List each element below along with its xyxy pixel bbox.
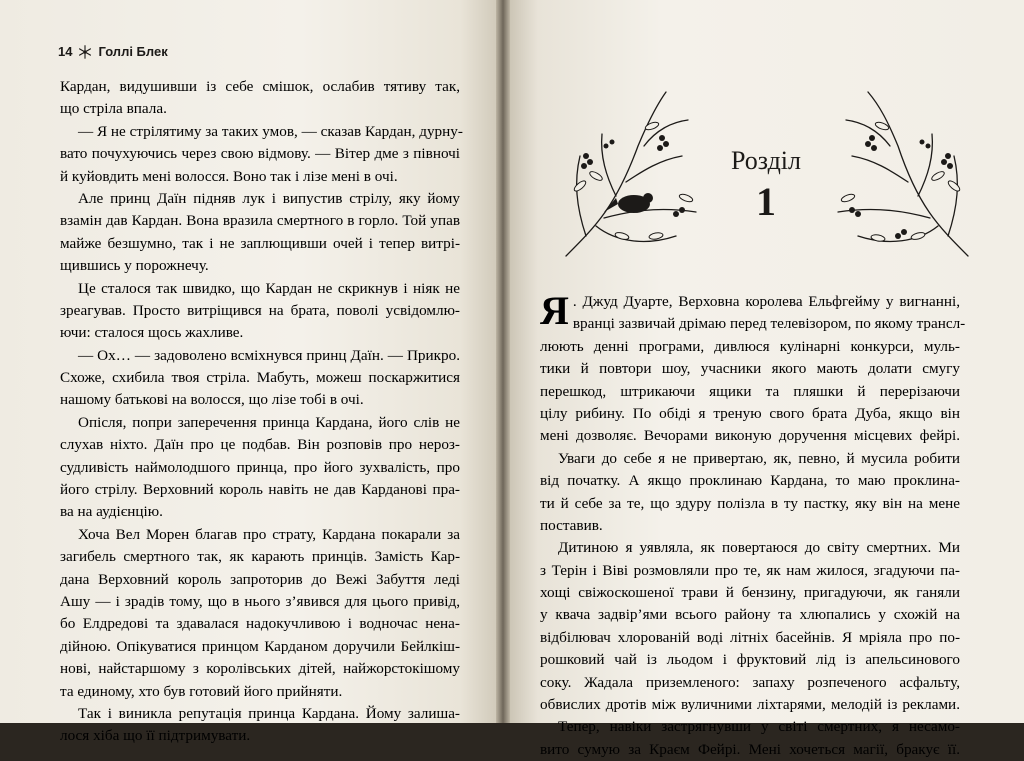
text-line: Дитиною я уявляла, як повертаюся до світу смертних. Ми	[558, 539, 960, 557]
drop-cap: Я	[540, 288, 569, 333]
text-line: Так і виникла репутація принца Кардана. Йому залиша-	[78, 704, 460, 722]
text-line: судливість наймолодшого принца, про його зухвалість, про	[60, 458, 460, 476]
text-line: слухав ніхто. Даїн про це подбав. Він розповів про нероз-	[60, 436, 460, 454]
text-line: майже безшумно, так і не заплющивши очей і тепер витрі-	[60, 234, 460, 252]
text-line: Це сталося так швидко, що Кардан не скрикнув і ніяк не	[78, 279, 460, 297]
text-line: що стріла впала.	[60, 100, 167, 118]
text-line: з Терін і Віві розмовляли про те, як нам жилося, згадуючи па-	[540, 561, 960, 579]
text-line: рошковий чай із льодом і фруктовий лід із апельсинового	[540, 651, 960, 669]
text-line: у квача задвір’ями всього району та хлюпались у схожій на	[540, 606, 960, 624]
text-line: й куйовдить мені волосся. Воно так і лізе мені в очі.	[60, 167, 398, 185]
text-line: поставив.	[540, 516, 603, 534]
text-line: — Ох… — задоволено всміхнувся принц Даїн. — Прикро.	[78, 346, 460, 364]
text-line: хощі свіжоскошеної трави й бензину, пригадуючи, як ганяли	[540, 584, 960, 602]
right-body-text	[540, 288, 966, 761]
author-name: Голлі Блек	[98, 44, 168, 59]
page-number: 14	[58, 44, 73, 59]
text-line: та единому, хто був готовий його прийняти.	[60, 682, 343, 700]
text-line: взамін дав Кардан. Вона вразила смертного в горло. Той упав	[60, 212, 460, 230]
text-line: від початку. А якщо проклинаю Кардана, то маю проклина-	[540, 472, 960, 490]
text-line: нові, найстаршому з королівських дітей, найжорстокішому	[60, 660, 460, 678]
text-line: лося хіба що її підтримувати.	[60, 727, 251, 745]
left-body-text	[60, 76, 463, 748]
text-line: Кардан, видушивши із себе смішок, ослабив тятиву так,	[60, 78, 460, 95]
text-line: Схоже, схибила твоя стріла. Мабуть, можеш поскаржитися	[60, 369, 460, 387]
text-line: загибель смертного так, як карають принців. Замість Кар-	[60, 548, 460, 566]
snowflake-icon	[78, 45, 92, 59]
text-line: ва на аудієнцію.	[60, 503, 163, 521]
text-line: ти й себе за те, що здуру полізла в ту пастку, яку він на мене	[540, 494, 960, 512]
text-line: мені дозволяє. Вечорами виконую доручення місцевих фейрі.	[540, 427, 960, 445]
text-line: ючи: сталося щось жахливе.	[60, 324, 244, 342]
text-line: нашому батькові на волосся, що лізе тобі в очі.	[60, 391, 364, 409]
text-line: відбілювач хлорованій воді літніх басейнів. Я мріяла про по-	[540, 628, 960, 646]
text-line: щившись у порожнечу.	[60, 257, 209, 275]
text-line: Ашу — і зрадів тому, що в нього з’явився для цього привід,	[60, 592, 460, 610]
text-line: Хоча Вел Морен благав про страту, Кардана покарали за	[78, 525, 460, 543]
text-line: перешкод, штрикаючи ящики та пляшки й перерізаючи	[540, 382, 960, 400]
text-line: вато почухуючись через свою відмову. — Вітер дме з півночі	[60, 145, 460, 163]
text-line: люють денні програми, дивлюся кулінарні конкурси, муль-	[540, 337, 960, 355]
text-line: зреагував. Просто витріщився на брата, поволі усвідомлю-	[60, 301, 460, 319]
text-line: Тепер, навіки застрягнувши у світі смертних, я несамо-	[558, 718, 960, 736]
text-line: бо Елдредові та здавалася надокучливою і водночас нена-	[60, 615, 460, 633]
text-line: тики й повтори шоу, учасники якого мають долати смугу	[540, 360, 960, 378]
chapter-label: Розділ	[730, 146, 802, 175]
wreath-branch-illustration	[828, 86, 978, 262]
text-line: обвислих дротів між вуличними ліхтарями, мелодій із реклами.	[540, 696, 960, 714]
bird-on-branch-illustration	[556, 86, 706, 262]
running-header	[58, 44, 168, 59]
book-gutter	[496, 0, 510, 723]
text-line: вранці зазвичай дрімаю перед телевізором, по якому трансл-	[572, 315, 966, 333]
chapter-number: 1	[756, 179, 776, 224]
text-line: дана Верховний король запроторив до Вежі Забуття леді	[60, 570, 460, 588]
text-line: соку. Жадала приземленого: запаху розпеченого асфальту,	[540, 673, 960, 691]
text-line: — Я не стрілятиму за таких умов, — сказав Кардан, дурну-	[78, 122, 463, 140]
text-line: його стрілу. Верховний король навіть не дав Карданові пра-	[60, 481, 460, 499]
text-line: Але принц Даїн підняв лук і випустив стрілу, яку йому	[78, 189, 460, 207]
text-line: Опісля, попри заперечення принца Кардана, його слів не	[78, 413, 460, 431]
text-line: вито сумую за Краєм Фейрі. Мені хочеться магії, бракує її.	[540, 740, 960, 758]
text-line: Уваги до себе я не привертаю, як, певно, й мусила робити	[558, 449, 960, 467]
text-line: цілу рибину. По обіді я треную свого брата Дуба, якщо він	[540, 404, 960, 422]
text-line: . Джуд Дуарте, Верховна королева Ельфгейму у вигнанні,	[572, 293, 960, 310]
text-line: дійною. Опікуватися принцом Карданом доручили Бейлкіш-	[60, 637, 460, 655]
